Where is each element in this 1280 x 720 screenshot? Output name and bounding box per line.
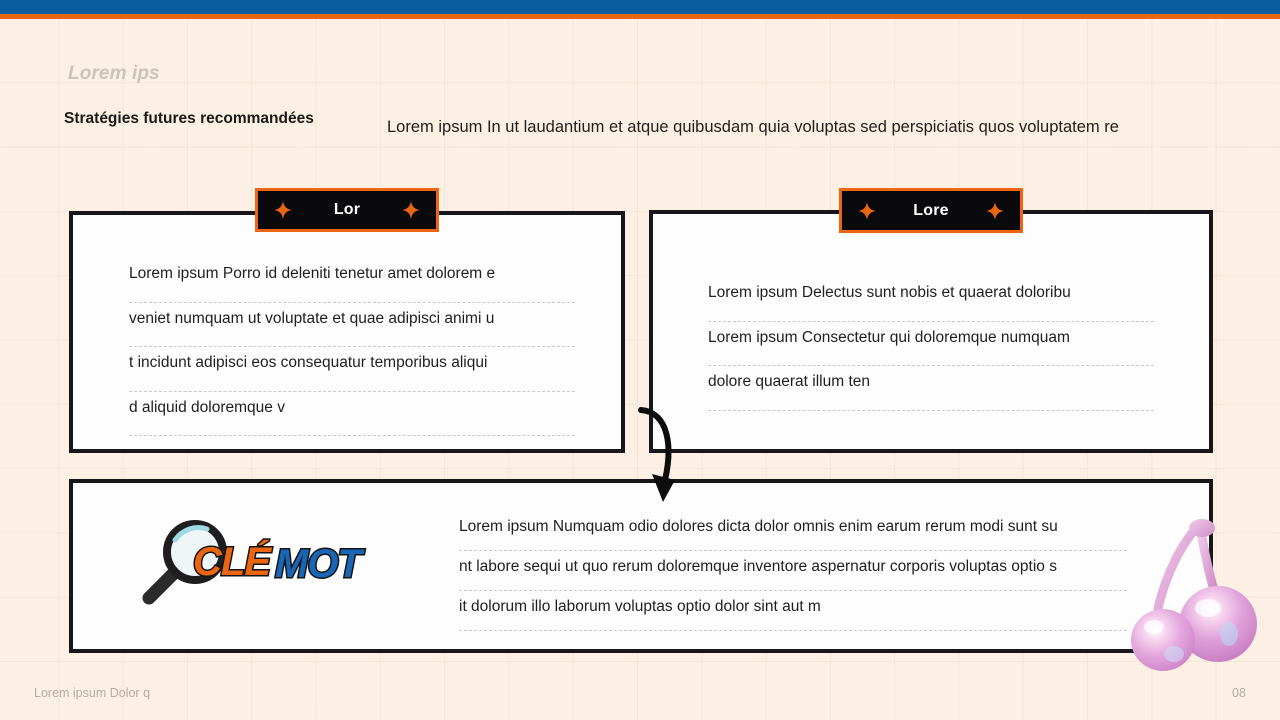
sparkle-icon — [858, 202, 876, 220]
top-orange-band — [0, 14, 1280, 19]
footer-text: Lorem ipsum Dolor q — [34, 686, 151, 700]
page-subtitle: Lorem ipsum In ut laudantium et atque quibusdam quia voluptas sed perspiciatis quos voluptatem re — [387, 118, 1119, 136]
sparkle-icon — [986, 202, 1004, 220]
card-left-tab-label: Lor — [333, 201, 361, 218]
list-item: dolore quaerat illum ten — [708, 366, 1154, 411]
card-bottom-rows — [459, 511, 1127, 631]
sparkle-icon — [402, 201, 420, 219]
top-blue-band — [0, 0, 1280, 14]
card-left-rows — [129, 258, 575, 436]
list-item: nt labore sequi ut quo rerum doloremque inventore aspernatur corporis voluptas optio s — [459, 551, 1127, 591]
card-right-tab-label: Lore — [913, 201, 949, 219]
keyword-mot: MOT — [275, 542, 361, 586]
sparkle-icon — [274, 201, 292, 219]
page-number: 08 — [1232, 686, 1246, 700]
list-item: Lorem ipsum Consectetur qui doloremque numquam — [708, 322, 1154, 367]
keyword-graphic — [135, 518, 435, 610]
cherries-icon — [1130, 512, 1258, 672]
list-item: d aliquid doloremque v — [129, 392, 575, 437]
list-item: t incidunt adipisci eos consequatur temporibus aliqui — [129, 347, 575, 392]
list-item: veniet numquam ut voluptate et quae adipisci animi u — [129, 303, 575, 348]
card-right-rows — [708, 277, 1154, 411]
page-title: Stratégies futures recommandées — [64, 110, 314, 127]
list-item: Lorem ipsum Delectus sunt nobis et quaerat doloribu — [708, 277, 1154, 322]
card-left-tab[interactable] — [255, 188, 439, 232]
keyword-cle: CLÉ — [193, 540, 270, 584]
list-item: Lorem ipsum Numquam odio dolores dicta dolor omnis enim earum rerum modi sunt su — [459, 511, 1127, 551]
curved-down-arrow-icon — [625, 402, 695, 517]
card-right-tab[interactable] — [839, 188, 1023, 233]
list-item: it dolorum illo laborum voluptas optio dolor sint aut m — [459, 591, 1127, 631]
list-item: Lorem ipsum Porro id deleniti tenetur amet dolorem e — [129, 258, 575, 303]
eyebrow-text: Lorem ips — [68, 63, 160, 84]
